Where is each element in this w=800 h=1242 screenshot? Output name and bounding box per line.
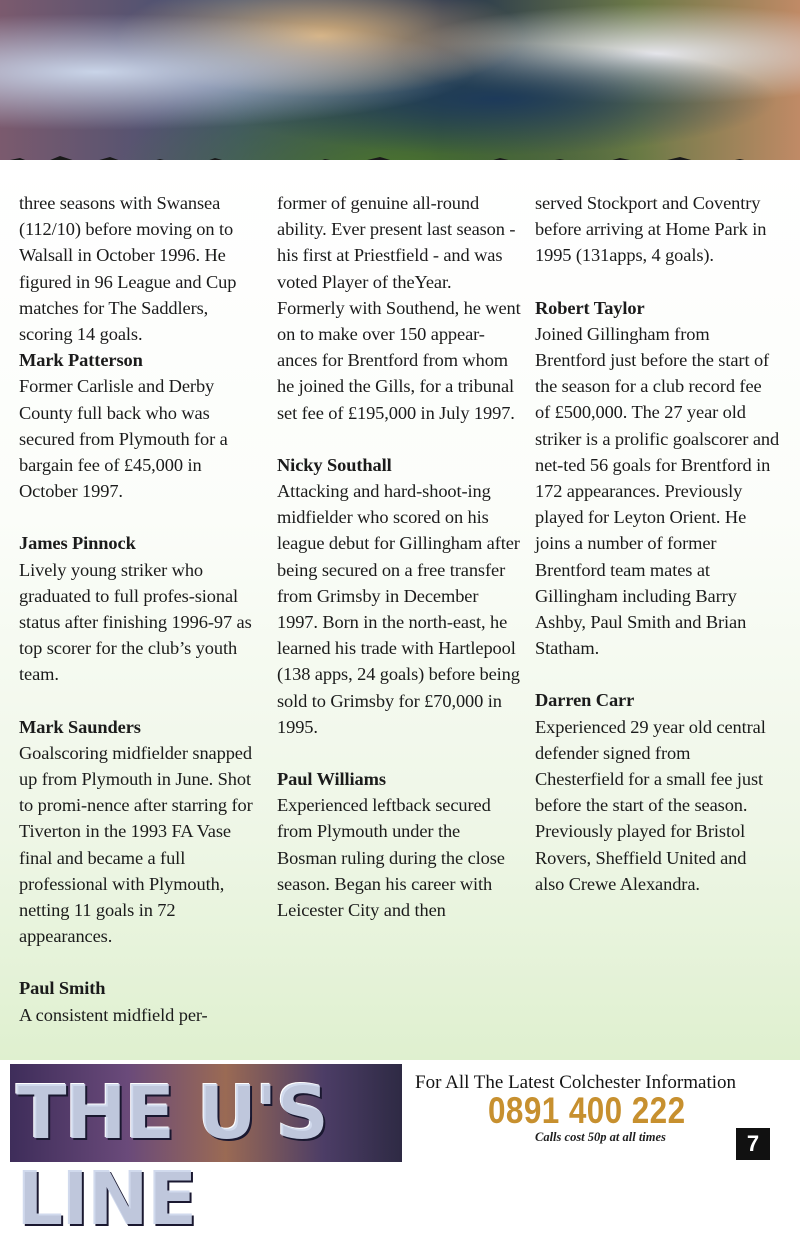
player-name-heading: Darren Carr (535, 690, 635, 711)
player-name-heading: Paul Williams (277, 769, 386, 790)
player-name-heading: Mark Saunders (19, 716, 141, 737)
player-bio-text: Goalscoring midfielder snapped up from Plymouth in June. Shot to promi-nence after starring for Tiverton in the 1993 FA Vase final and became a full professional with Plymouth, netting 11 goals in 72 appearances. (19, 742, 253, 947)
header-photo-banner (0, 0, 800, 180)
us-line-logo (10, 1064, 402, 1242)
player-bio-text: Experienced 29 year old central defender signed from Chesterfield for a small fee just before the start of the season. Previously played for Bristol Rovers, Sheffield United and also Crewe Alexandra. (535, 716, 766, 894)
player-bio-text: Lively young striker who graduated to full profes-sional status after finishing 1996-97 as top scorer for the club’s youth team. (19, 559, 252, 685)
calls-cost-note: Calls cost 50p at all times (535, 1130, 666, 1144)
phone-number: 0891 400 222 (488, 1090, 686, 1131)
player-name-heading: Nicky Southall (277, 454, 392, 475)
player-bio-text: A consistent midfield per- (19, 1004, 208, 1025)
player-bio-text: Attacking and hard-shoot-ing midfielder who scored on his league debut for Gillingham after being secured on a free transfer from Grimsby in December 1997. Born in the north-east, he learned his trade with Hartlepool (138 apps, 24 goals) before being sold to Grimsby for £70,000 in 1995. (277, 481, 520, 737)
player-name-heading: Mark Patterson (19, 350, 143, 371)
player-name-heading: Paul Smith (19, 978, 106, 999)
logo-text: THE U'S LINE (16, 1070, 327, 1242)
page-number: 7 (736, 1128, 770, 1160)
player-bio-text: served Stockport and Coventry before arriving at Home Park in 1995 (131apps, 4 goals). (535, 193, 767, 266)
player-bio-text: three seasons with Swansea (112/10) before moving on to Walsall in October 1996. He figured in 96 League and Cup matches for The Saddlers, scoring 14 goals. (19, 193, 237, 345)
player-name-heading: Robert Taylor (535, 297, 645, 318)
text-column-3 (535, 190, 780, 897)
player-bio-text: Joined Gillingham from Brentford just before the start of the season for a club record fee of £500,000. The 27 year old striker is a prolific goalscorer and net-ted 56 goals for Brentford in 172 appearances. Previously played for Leyton Orient. He joins a number of former Brentford team mates at Gillingham including Barry Ashby, Paul Smith and Brian Statham. (535, 323, 780, 659)
text-column-1 (19, 190, 264, 1028)
player-bio-text: former of genuine all-round ability. Ever present last season - his first at Priestfield - and was voted Player of theYear. Formerly with Southend, he went on to make over 150 appear-ances for Brentford from whom he joined the Gills, for a tribunal set fee of £195,000 in July 1997. (277, 193, 521, 423)
player-bio-text: Experienced leftback secured from Plymouth under the Bosman ruling during the close season. Began his career with Leicester City and then (277, 795, 505, 921)
player-bio-text: Former Carlisle and Derby County full back who was secured from Plymouth for a bargain fee of £45,000 in October 1997. (19, 376, 228, 502)
player-name-heading: James Pinnock (19, 533, 136, 554)
promo-text: For All The Latest Colchester Information (415, 1072, 736, 1093)
text-column-2 (277, 190, 522, 923)
